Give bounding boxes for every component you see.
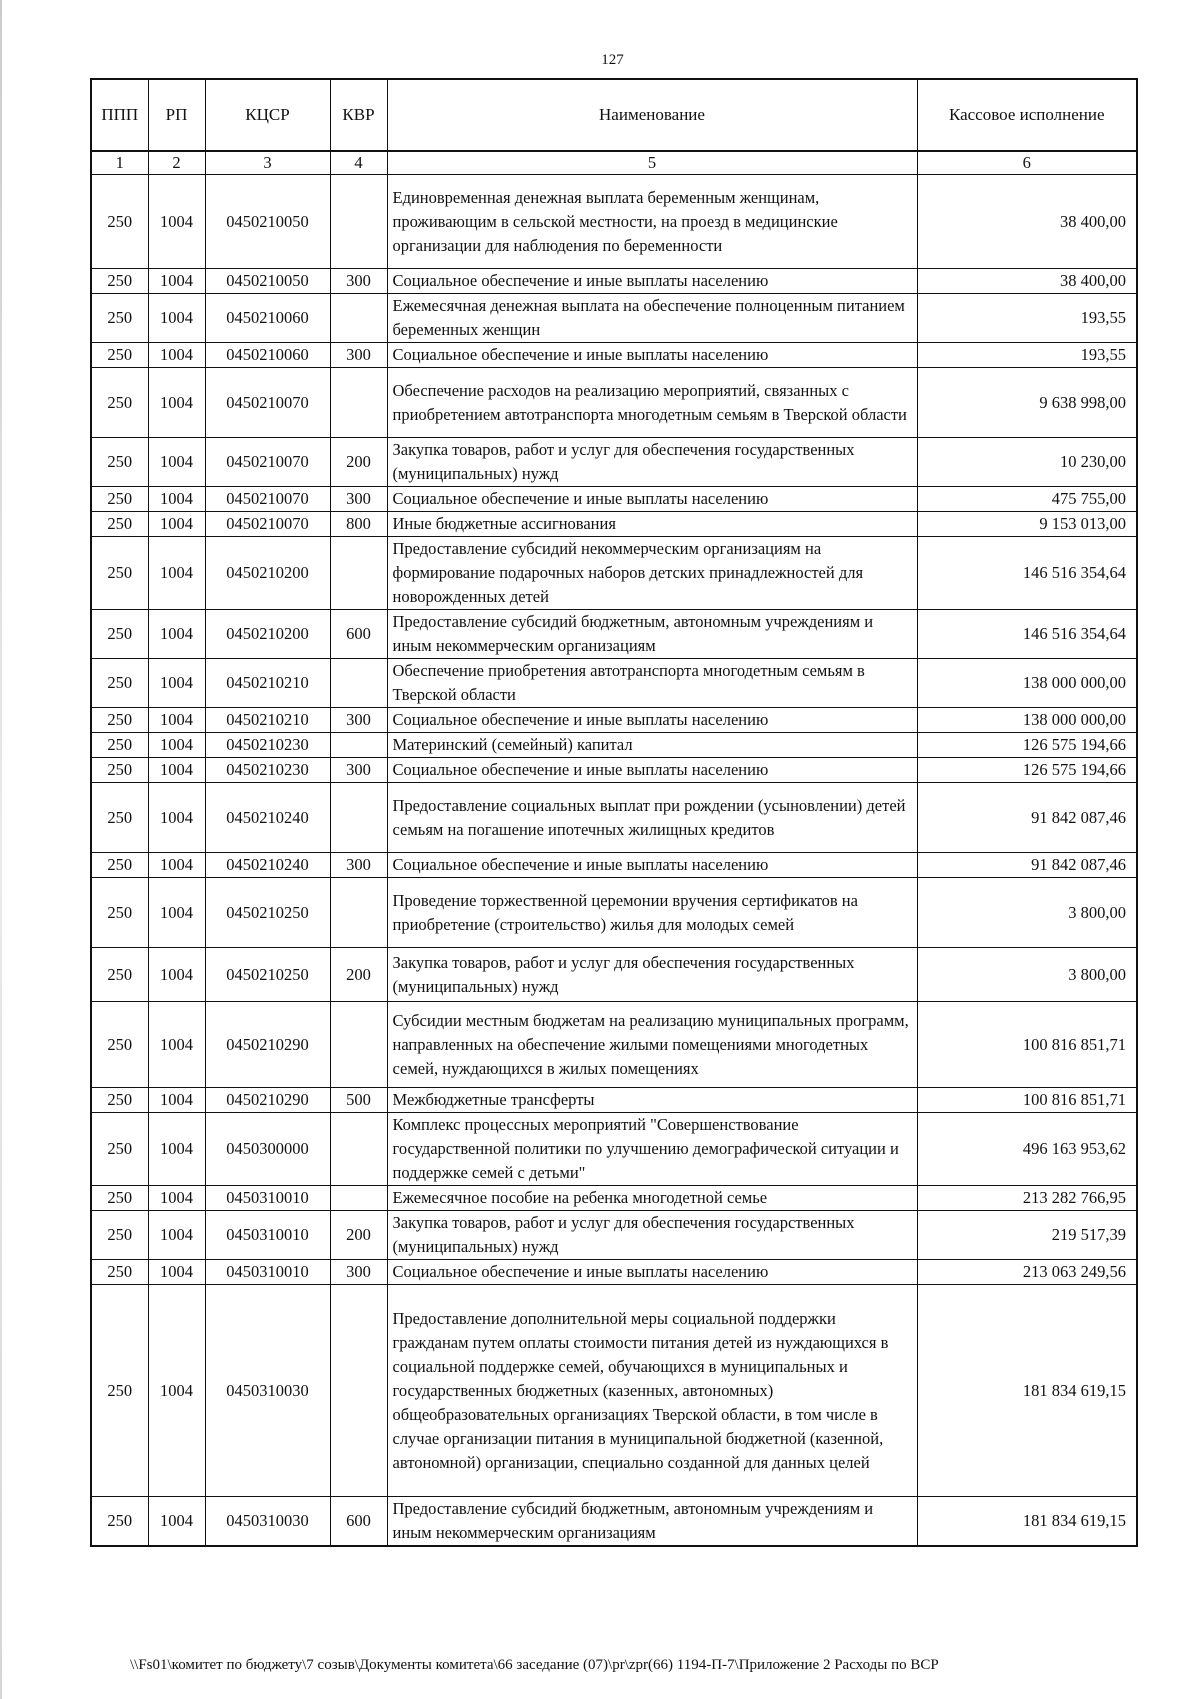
table-row (91, 537, 1137, 610)
table-row (91, 1186, 1137, 1211)
table-row (91, 487, 1137, 512)
cell-name: Закупка товаров, работ и услуг для обеспечения государственных (муниципальных) нужд (387, 1211, 917, 1260)
cell-amount: 38 400,00 (917, 175, 1137, 269)
cell-ppp: 250 (91, 1113, 148, 1186)
cell-rp: 1004 (148, 1260, 205, 1285)
cell-kvr (330, 1186, 387, 1211)
cell-rp: 1004 (148, 878, 205, 948)
table-row (91, 343, 1137, 368)
cell-name: Социальное обеспечение и иные выплаты населению (387, 269, 917, 294)
column-number: 1 (91, 151, 148, 175)
cell-ppp: 250 (91, 368, 148, 438)
cell-name: Предоставление социальных выплат при рождении (усыновлении) детей семьям на погашение ипотечных жилищных кредитов (387, 783, 917, 853)
cell-ppp: 250 (91, 1285, 148, 1497)
cell-ppp: 250 (91, 659, 148, 708)
cell-ppp: 250 (91, 610, 148, 659)
table-row (91, 733, 1137, 758)
cell-kvr: 300 (330, 1260, 387, 1285)
cell-name: Ежемесячная денежная выплата на обеспечение полноценным питанием беременных женщин (387, 294, 917, 343)
cell-name: Материнский (семейный) капитал (387, 733, 917, 758)
cell-amount: 181 834 619,15 (917, 1285, 1137, 1497)
cell-amount: 146 516 354,64 (917, 537, 1137, 610)
cell-ppp: 250 (91, 1497, 148, 1547)
cell-kvr (330, 537, 387, 610)
footer-file-path: \\Fs01\комитет по бюджету\7 созыв\Документы комитета\66 заседание (07)\pr\zpr(66) 1194-П-7\Приложение 2 Расходы по ВСР (130, 1657, 939, 1673)
cell-kcsr: 0450210200 (205, 537, 330, 610)
cell-kcsr: 0450210070 (205, 512, 330, 537)
cell-kvr (330, 1285, 387, 1497)
cell-name: Проведение торжественной церемонии вручения сертификатов на приобретение (строительство) жилья для молодых семей (387, 878, 917, 948)
table-row (91, 1002, 1137, 1088)
cell-name: Единовременная денежная выплата беременным женщинам, проживающим в сельской местности, на проезд в медицинские организации для наблюдения по беременности (387, 175, 917, 269)
cell-rp: 1004 (148, 948, 205, 1002)
cell-rp: 1004 (148, 1186, 205, 1211)
cell-kcsr: 0450300000 (205, 1113, 330, 1186)
cell-amount: 138 000 000,00 (917, 708, 1137, 733)
table-row (91, 175, 1137, 269)
column-number-row (91, 151, 1137, 175)
table-row (91, 1260, 1137, 1285)
cell-rp: 1004 (148, 659, 205, 708)
cell-kvr: 800 (330, 512, 387, 537)
cell-name: Предоставление дополнительной меры социальной поддержки гражданам путем оплаты стоимости питания детей из нуждающихся в социальной поддержке семей, обучающихся в муниципальных и государственных бюджетных (казенных, автономных) общеобразовательных организациях Тверской области, в том числе в случае организации питания в муниципальной бюджетной (казенной, автономной) организации, специально созданной для данных целей (387, 1285, 917, 1497)
column-number: 6 (917, 151, 1137, 175)
cell-kcsr: 0450210240 (205, 783, 330, 853)
cell-rp: 1004 (148, 1002, 205, 1088)
cell-kcsr: 0450210290 (205, 1088, 330, 1113)
cell-rp: 1004 (148, 1497, 205, 1547)
cell-ppp: 250 (91, 1002, 148, 1088)
cell-kvr: 300 (330, 487, 387, 512)
cell-amount: 126 575 194,66 (917, 758, 1137, 783)
header-ppp: ППП (91, 79, 148, 151)
cell-kcsr: 0450210200 (205, 610, 330, 659)
cell-name: Социальное обеспечение и иные выплаты населению (387, 758, 917, 783)
cell-ppp: 250 (91, 1211, 148, 1260)
cell-rp: 1004 (148, 610, 205, 659)
table-row (91, 948, 1137, 1002)
cell-kcsr: 0450210060 (205, 343, 330, 368)
cell-kvr: 300 (330, 708, 387, 733)
table-row (91, 853, 1137, 878)
cell-kcsr: 0450310010 (205, 1186, 330, 1211)
cell-kvr (330, 659, 387, 708)
cell-rp: 1004 (148, 175, 205, 269)
cell-rp: 1004 (148, 853, 205, 878)
table-row (91, 1113, 1137, 1186)
header-amount: Кассовое исполнение (917, 79, 1137, 151)
cell-kcsr: 0450210070 (205, 487, 330, 512)
table-row (91, 1285, 1137, 1497)
table-row (91, 758, 1137, 783)
cell-kvr: 200 (330, 1211, 387, 1260)
cell-name: Иные бюджетные ассигнования (387, 512, 917, 537)
cell-amount: 3 800,00 (917, 878, 1137, 948)
cell-kcsr: 0450210250 (205, 948, 330, 1002)
cell-amount: 91 842 087,46 (917, 853, 1137, 878)
cell-amount: 10 230,00 (917, 438, 1137, 487)
cell-amount: 9 153 013,00 (917, 512, 1137, 537)
cell-rp: 1004 (148, 343, 205, 368)
cell-amount: 496 163 953,62 (917, 1113, 1137, 1186)
cell-ppp: 250 (91, 708, 148, 733)
table-row (91, 659, 1137, 708)
cell-kvr (330, 294, 387, 343)
table-body (91, 175, 1137, 1547)
table-row (91, 368, 1137, 438)
cell-name: Социальное обеспечение и иные выплаты населению (387, 708, 917, 733)
cell-kvr: 300 (330, 269, 387, 294)
table-row (91, 512, 1137, 537)
cell-amount: 146 516 354,64 (917, 610, 1137, 659)
table-row (91, 1088, 1137, 1113)
cell-ppp: 250 (91, 783, 148, 853)
cell-rp: 1004 (148, 1285, 205, 1497)
cell-ppp: 250 (91, 1088, 148, 1113)
cell-kcsr: 0450210230 (205, 733, 330, 758)
cell-ppp: 250 (91, 1260, 148, 1285)
cell-ppp: 250 (91, 537, 148, 610)
cell-name: Субсидии местным бюджетам на реализацию муниципальных программ, направленных на обеспечение жилыми помещениями многодетных семей, нуждающихся в жилых помещениях (387, 1002, 917, 1088)
cell-rp: 1004 (148, 783, 205, 853)
cell-rp: 1004 (148, 758, 205, 783)
cell-kcsr: 0450310010 (205, 1260, 330, 1285)
cell-kcsr: 0450210230 (205, 758, 330, 783)
cell-rp: 1004 (148, 368, 205, 438)
column-number: 3 (205, 151, 330, 175)
cell-kvr (330, 878, 387, 948)
cell-name: Закупка товаров, работ и услуг для обеспечения государственных (муниципальных) нужд (387, 948, 917, 1002)
scan-edge (0, 0, 2, 1699)
cell-name: Межбюджетные трансферты (387, 1088, 917, 1113)
column-number: 2 (148, 151, 205, 175)
cell-amount: 138 000 000,00 (917, 659, 1137, 708)
cell-name: Социальное обеспечение и иные выплаты населению (387, 487, 917, 512)
cell-kvr: 600 (330, 1497, 387, 1547)
cell-amount: 100 816 851,71 (917, 1088, 1137, 1113)
cell-ppp: 250 (91, 853, 148, 878)
cell-ppp: 250 (91, 733, 148, 758)
cell-name: Предоставление субсидий бюджетным, автономным учреждениям и иным некоммерческим организациям (387, 1497, 917, 1547)
table-row (91, 878, 1137, 948)
header-kcsr: КЦСР (205, 79, 330, 151)
cell-ppp: 250 (91, 487, 148, 512)
header-name: Наименование (387, 79, 917, 151)
cell-amount: 213 282 766,95 (917, 1186, 1137, 1211)
table-row (91, 1211, 1137, 1260)
cell-kcsr: 0450310030 (205, 1497, 330, 1547)
cell-amount: 219 517,39 (917, 1211, 1137, 1260)
cell-amount: 181 834 619,15 (917, 1497, 1137, 1547)
cell-name: Социальное обеспечение и иные выплаты населению (387, 343, 917, 368)
cell-name: Обеспечение приобретения автотранспорта многодетным семьям в Тверской области (387, 659, 917, 708)
budget-table (90, 78, 1138, 1547)
cell-rp: 1004 (148, 1211, 205, 1260)
cell-name: Предоставление субсидий бюджетным, автономным учреждениям и иным некоммерческим организациям (387, 610, 917, 659)
cell-rp: 1004 (148, 1113, 205, 1186)
table-row (91, 269, 1137, 294)
cell-amount: 193,55 (917, 343, 1137, 368)
cell-kvr: 600 (330, 610, 387, 659)
cell-ppp: 250 (91, 948, 148, 1002)
cell-kcsr: 0450210250 (205, 878, 330, 948)
cell-rp: 1004 (148, 512, 205, 537)
cell-amount: 475 755,00 (917, 487, 1137, 512)
table-row (91, 708, 1137, 733)
cell-kcsr: 0450210050 (205, 175, 330, 269)
table-row (91, 438, 1137, 487)
cell-amount: 213 063 249,56 (917, 1260, 1137, 1285)
cell-kcsr: 0450210070 (205, 368, 330, 438)
cell-kcsr: 0450210240 (205, 853, 330, 878)
cell-kvr (330, 1002, 387, 1088)
cell-name: Предоставление субсидий некоммерческим организациям на формирование подарочных наборов детских принадлежностей для новорожденных детей (387, 537, 917, 610)
table-row (91, 783, 1137, 853)
cell-rp: 1004 (148, 487, 205, 512)
cell-name: Комплекс процессных мероприятий "Совершенствование государственной политики по улучшению демографической ситуации и поддержке семей с детьми" (387, 1113, 917, 1186)
cell-amount: 100 816 851,71 (917, 1002, 1137, 1088)
column-number: 4 (330, 151, 387, 175)
cell-amount: 9 638 998,00 (917, 368, 1137, 438)
cell-amount: 193,55 (917, 294, 1137, 343)
table-row (91, 1497, 1137, 1547)
cell-kvr: 300 (330, 343, 387, 368)
cell-kcsr: 0450210050 (205, 269, 330, 294)
cell-kvr: 500 (330, 1088, 387, 1113)
table-row (91, 294, 1137, 343)
cell-amount: 91 842 087,46 (917, 783, 1137, 853)
cell-ppp: 250 (91, 294, 148, 343)
cell-rp: 1004 (148, 1088, 205, 1113)
cell-kvr (330, 783, 387, 853)
cell-rp: 1004 (148, 269, 205, 294)
cell-name: Социальное обеспечение и иные выплаты населению (387, 853, 917, 878)
cell-kvr (330, 368, 387, 438)
cell-kvr (330, 733, 387, 758)
column-number: 5 (387, 151, 917, 175)
cell-rp: 1004 (148, 294, 205, 343)
cell-kvr: 300 (330, 758, 387, 783)
cell-kvr (330, 175, 387, 269)
cell-kvr: 300 (330, 853, 387, 878)
cell-name: Обеспечение расходов на реализацию мероприятий, связанных с приобретением автотранспорта многодетным семьям в Тверской области (387, 368, 917, 438)
cell-ppp: 250 (91, 758, 148, 783)
cell-ppp: 250 (91, 343, 148, 368)
cell-amount: 3 800,00 (917, 948, 1137, 1002)
cell-amount: 126 575 194,66 (917, 733, 1137, 758)
cell-kcsr: 0450210210 (205, 708, 330, 733)
cell-kcsr: 0450210070 (205, 438, 330, 487)
cell-rp: 1004 (148, 733, 205, 758)
cell-rp: 1004 (148, 438, 205, 487)
cell-name: Социальное обеспечение и иные выплаты населению (387, 1260, 917, 1285)
cell-rp: 1004 (148, 708, 205, 733)
cell-kcsr: 0450210290 (205, 1002, 330, 1088)
cell-kcsr: 0450310030 (205, 1285, 330, 1497)
cell-kvr (330, 1113, 387, 1186)
cell-ppp: 250 (91, 1186, 148, 1211)
cell-ppp: 250 (91, 175, 148, 269)
cell-ppp: 250 (91, 269, 148, 294)
header-rp: РП (148, 79, 205, 151)
cell-ppp: 250 (91, 438, 148, 487)
cell-ppp: 250 (91, 512, 148, 537)
cell-name: Закупка товаров, работ и услуг для обеспечения государственных (муниципальных) нужд (387, 438, 917, 487)
header-row (91, 79, 1137, 151)
cell-kcsr: 0450310010 (205, 1211, 330, 1260)
cell-kvr: 200 (330, 438, 387, 487)
cell-kcsr: 0450210060 (205, 294, 330, 343)
table-row (91, 610, 1137, 659)
page-number: 127 (601, 52, 624, 68)
cell-name: Ежемесячное пособие на ребенка многодетной семье (387, 1186, 917, 1211)
cell-amount: 38 400,00 (917, 269, 1137, 294)
header-kvr: КВР (330, 79, 387, 151)
cell-ppp: 250 (91, 878, 148, 948)
cell-rp: 1004 (148, 537, 205, 610)
cell-kvr: 200 (330, 948, 387, 1002)
cell-kcsr: 0450210210 (205, 659, 330, 708)
